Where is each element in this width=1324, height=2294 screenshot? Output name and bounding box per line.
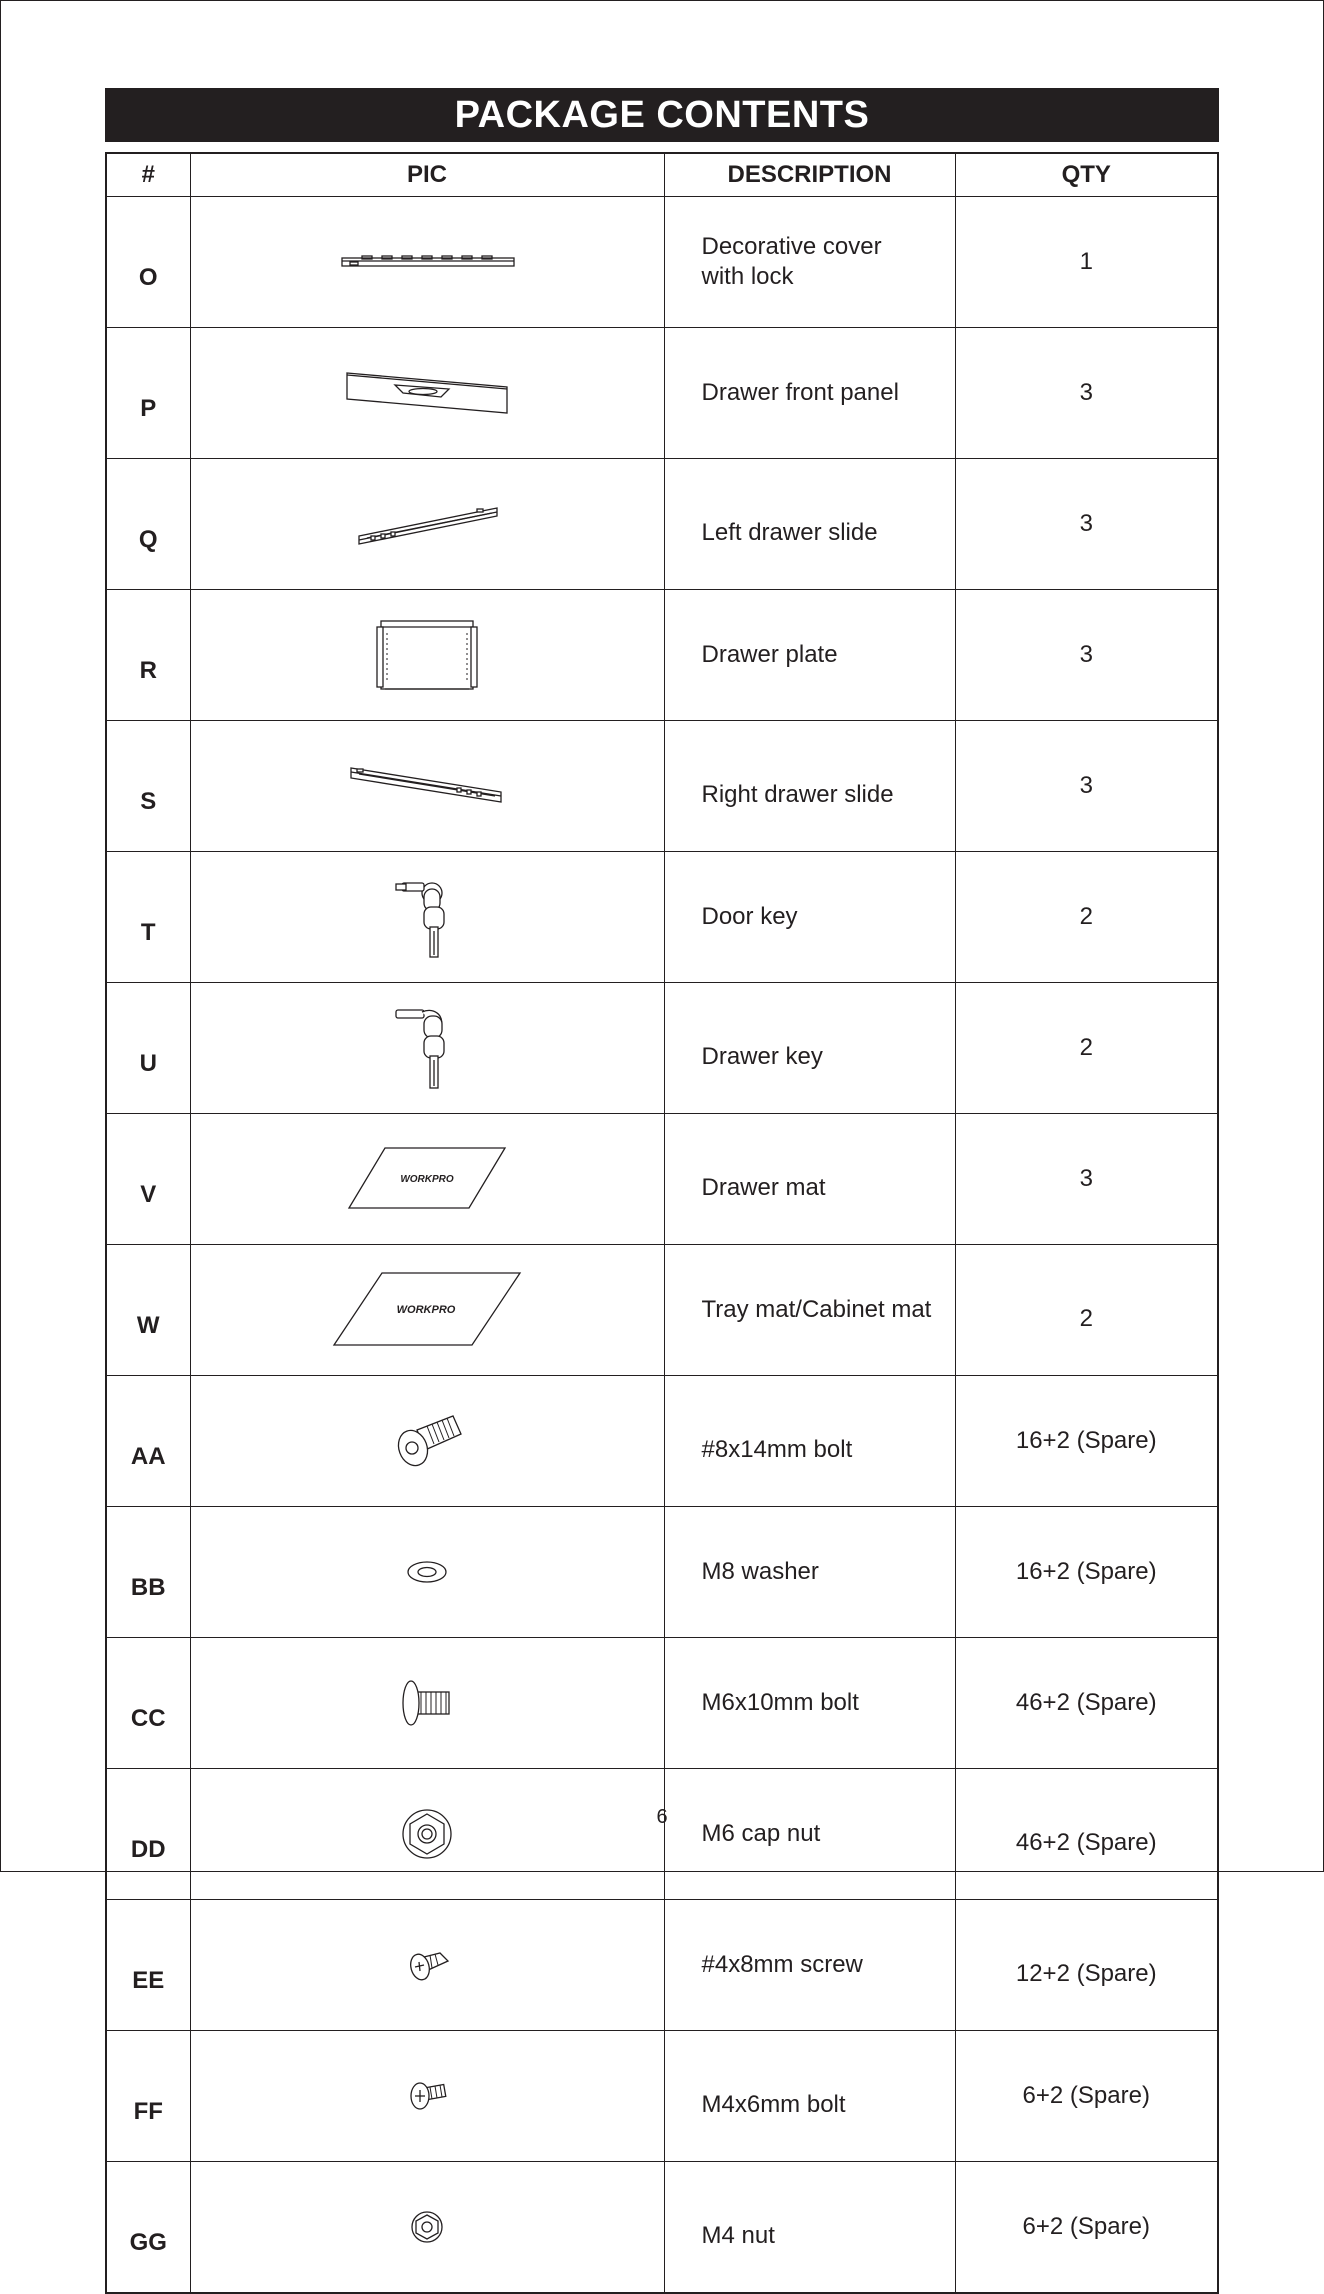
item-description: Drawer front panel: [664, 328, 955, 459]
table-row: [106, 1769, 1218, 1900]
item-qty: 3: [955, 1114, 1218, 1245]
item-pic: [190, 2162, 664, 2294]
bolt-m4-icon: [402, 2076, 452, 2116]
table-row: [106, 590, 1218, 721]
item-description: Tray mat/Cabinet mat: [664, 1245, 955, 1376]
item-description: Drawer mat: [664, 1114, 955, 1245]
item-description: Decorative cover with lock: [664, 197, 955, 328]
item-pic: [190, 1376, 664, 1507]
item-id: U: [106, 983, 190, 1114]
table-row: [106, 1900, 1218, 2031]
bolt-m6-icon: [395, 1676, 459, 1730]
item-qty: 1: [955, 197, 1218, 328]
item-id: CC: [106, 1638, 190, 1769]
item-qty: 3: [955, 721, 1218, 852]
door-key-icon: [392, 871, 462, 963]
header-id: #: [106, 153, 190, 197]
item-id: S: [106, 721, 190, 852]
decorative-cover-icon: [332, 242, 522, 282]
page-title: PACKAGE CONTENTS: [105, 88, 1219, 142]
item-pic: [190, 2031, 664, 2162]
package-contents-table: [105, 152, 1219, 2294]
table-row: [106, 459, 1218, 590]
item-pic: [190, 1114, 664, 1245]
item-qty: 3: [955, 459, 1218, 590]
item-qty: 6+2 (Spare): [955, 2162, 1218, 2294]
item-qty: 16+2 (Spare): [955, 1376, 1218, 1507]
item-description: Left drawer slide: [664, 459, 955, 590]
item-id: FF: [106, 2031, 190, 2162]
item-pic: [190, 852, 664, 983]
table-row: [106, 852, 1218, 983]
drawer-plate-icon: [367, 615, 487, 695]
item-qty: 3: [955, 328, 1218, 459]
item-pic: [190, 459, 664, 590]
item-id: Q: [106, 459, 190, 590]
item-qty: 3: [955, 590, 1218, 721]
item-id: AA: [106, 1376, 190, 1507]
tray-mat-icon: [332, 1271, 522, 1349]
item-qty: 46+2 (Spare): [955, 1769, 1218, 1900]
table-row: [106, 1376, 1218, 1507]
item-description: M8 washer: [664, 1507, 955, 1638]
bolt-8x14-icon: [387, 1408, 467, 1474]
item-description: M4x6mm bolt: [664, 2031, 955, 2162]
table-row: [106, 1638, 1218, 1769]
item-qty: 16+2 (Spare): [955, 1507, 1218, 1638]
item-pic: [190, 1245, 664, 1376]
table-header-row: [106, 153, 1218, 197]
table-row: [106, 1507, 1218, 1638]
item-id: O: [106, 197, 190, 328]
item-qty: 2: [955, 852, 1218, 983]
item-description: #4x8mm screw: [664, 1900, 955, 2031]
header-qty: QTY: [955, 153, 1218, 197]
item-description: #8x14mm bolt: [664, 1376, 955, 1507]
item-pic: [190, 721, 664, 852]
drawer-key-icon: [392, 1002, 462, 1094]
nut-m4-icon: [407, 2207, 447, 2247]
item-pic: [190, 1900, 664, 2031]
item-description: M4 nut: [664, 2162, 955, 2294]
table-row: [106, 197, 1218, 328]
item-pic: [190, 1638, 664, 1769]
drawer-mat-logo: WORKPRO: [400, 1174, 454, 1185]
right-drawer-slide-icon: [337, 756, 517, 816]
table-row: [106, 983, 1218, 1114]
drawer-front-panel-icon: [337, 363, 517, 423]
item-id: R: [106, 590, 190, 721]
item-id: BB: [106, 1507, 190, 1638]
table-row: [106, 1114, 1218, 1245]
item-qty: 6+2 (Spare): [955, 2031, 1218, 2162]
item-pic: [190, 1507, 664, 1638]
item-description: Drawer key: [664, 983, 955, 1114]
table-row: [106, 328, 1218, 459]
item-id: EE: [106, 1900, 190, 2031]
item-qty: 46+2 (Spare): [955, 1638, 1218, 1769]
table-row: [106, 721, 1218, 852]
tray-mat-logo: WORKPRO: [396, 1304, 456, 1316]
item-pic: [190, 328, 664, 459]
item-id: GG: [106, 2162, 190, 2294]
table-row: [106, 2162, 1218, 2294]
item-id: T: [106, 852, 190, 983]
header-description: DESCRIPTION: [664, 153, 955, 197]
washer-icon: [402, 1557, 452, 1587]
item-pic: [190, 590, 664, 721]
left-drawer-slide-icon: [337, 494, 517, 554]
item-description: M6 cap nut: [664, 1769, 955, 1900]
item-id: P: [106, 328, 190, 459]
item-description: M6x10mm bolt: [664, 1638, 955, 1769]
table-row: [106, 1245, 1218, 1376]
item-qty: 12+2 (Spare): [955, 1900, 1218, 2031]
page-number: 6: [656, 1806, 668, 1828]
table-row: [106, 2031, 1218, 2162]
item-qty: 2: [955, 983, 1218, 1114]
item-description: Right drawer slide: [664, 721, 955, 852]
item-id: V: [106, 1114, 190, 1245]
drawer-mat-icon: [347, 1146, 507, 1212]
item-pic: [190, 1769, 664, 1900]
header-pic: PIC: [190, 153, 664, 197]
item-description: Door key: [664, 852, 955, 983]
item-pic: [190, 197, 664, 328]
screw-icon: [402, 1943, 452, 1987]
item-id: DD: [106, 1769, 190, 1900]
item-qty: 2: [955, 1245, 1218, 1376]
item-pic: [190, 983, 664, 1114]
item-description: Drawer plate: [664, 590, 955, 721]
item-id: W: [106, 1245, 190, 1376]
